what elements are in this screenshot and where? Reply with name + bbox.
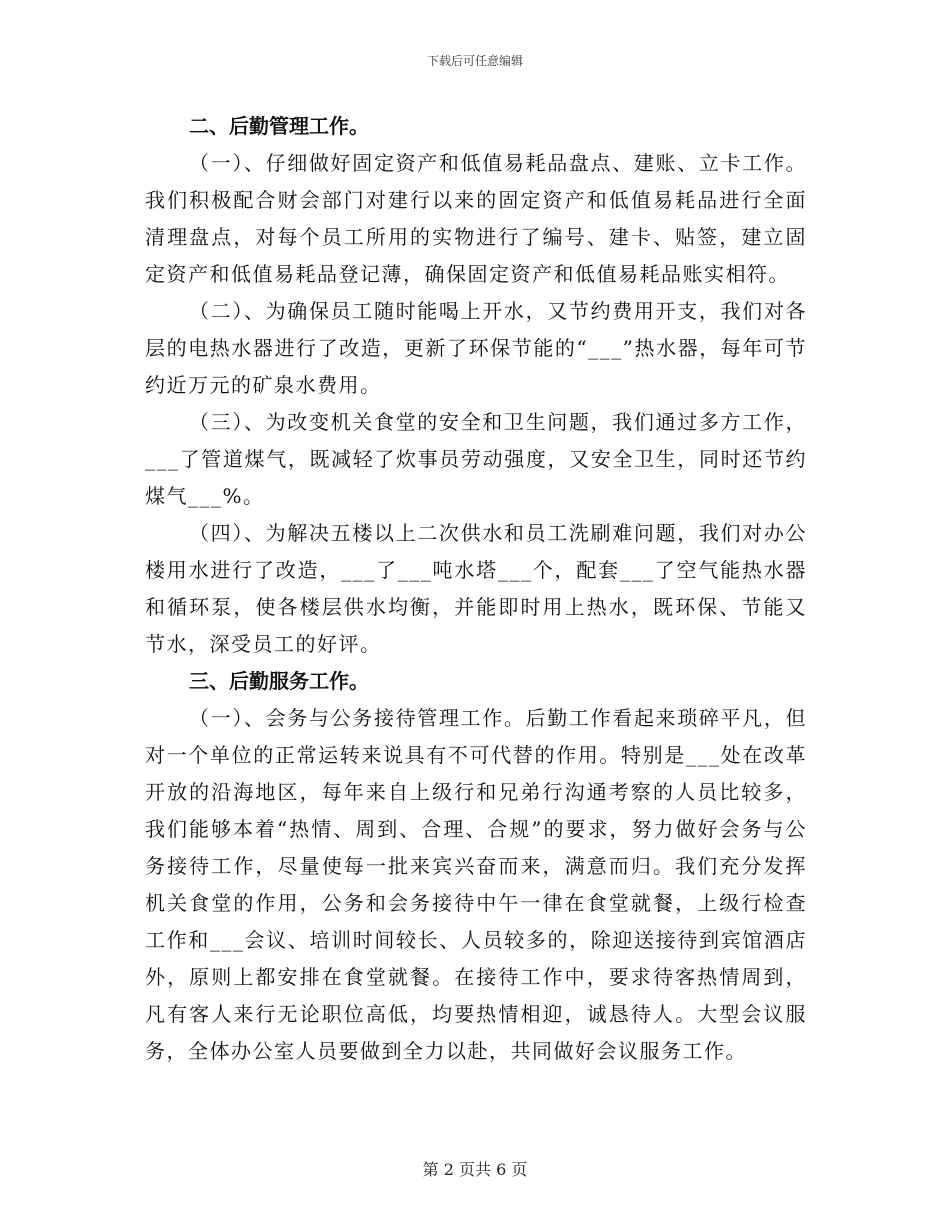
paragraph: （四）、为解决五楼以上二次供水和员工洗刷难问题，我们对办公楼用水进行了改造，___了___吨水塔___个，配套___了空气能热水器和循环泵，使各楼层供水均衡，并能即时用上热水，既环保、节能又节水，深受员工的好评。	[145, 521, 807, 656]
section-heading: 二、后勤管理工作。	[189, 114, 369, 138]
paragraph: （三）、为改变机关食堂的安全和卫生问题，我们通过多方工作，___了管道煤气，既减轻了炊事员劳动强度，又安全卫生，同时还节约煤气___%。	[145, 410, 807, 508]
paragraph: （一）、会务与公务接待管理工作。后勤工作看起来琐碎平凡，但对一个单位的正常运转来说具有不可代替的作用。特别是___处在改革开放的沿海地区，每年来自上级行和兄弟行沟通考察的人员比较多，我们能够本着“热情、周到、合理、合规”的要求，努力做好会务与公务接待工作，尽量使每一批来宾兴奋而来，满意而归。我们充分发挥机关食堂的作用，公务和会务接待中午一律在食堂就餐，上级行检查工作和___会议、培训时间较长、人员较多的，除迎送接待到宾馆酒店外，原则上都安排在食堂就餐。在接待工作中，要求待客热情周到，凡有客人来行无论职位高低，均要热情相迎，诚恳待人。大型会议服务，全体办公室人员要做到全力以赴，共同做好会议服务工作。	[145, 706, 807, 1063]
page-footer: 第 2 页共 6 页	[422, 1160, 528, 1179]
page-header: 下载后可任意编辑	[426, 54, 523, 68]
section-heading: 三、后勤服务工作。	[189, 669, 369, 693]
paragraph: （二）、为确保员工随时能喝上开水，又节约费用开支，我们对各层的电热水器进行了改造，更新了环保节能的“___”热水器，每年可节约近万元的矿泉水费用。	[145, 299, 807, 397]
paragraph: （一）、仔细做好固定资产和低值易耗品盘点、建账、立卡工作。我们积极配合财会部门对建行以来的固定资产和低值易耗品进行全面清理盘点，对每个员工所用的实物进行了编号、建卡、贴签，建立固定资产和低值易耗品登记薄，确保固定资产和低值易耗品账实相符。	[145, 151, 807, 286]
document-body	[145, 108, 807, 1070]
